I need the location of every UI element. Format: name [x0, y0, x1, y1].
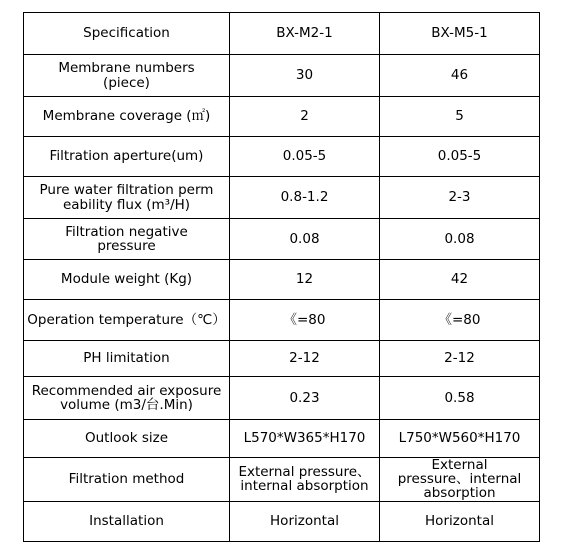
- cell-m5: 0.05-5: [380, 137, 540, 177]
- cell-m5: External pressure、internal absorption: [380, 458, 540, 502]
- table-row: [24, 97, 540, 137]
- cell-m5: 5: [380, 97, 540, 137]
- cell-m5: 《=80: [380, 300, 540, 341]
- cell-m5: 2-12: [380, 341, 540, 377]
- table-row: [24, 420, 540, 458]
- table-row: [24, 219, 540, 260]
- cell-m2: Horizontal: [230, 501, 380, 541]
- row-label: Recommended air exposure volume (m3/台.Min): [24, 377, 230, 420]
- cell-m5: 0.08: [380, 219, 540, 260]
- cell-m2: 30: [230, 55, 380, 97]
- cell-m2: 2-12: [230, 341, 380, 377]
- row-label: Installation: [24, 501, 230, 541]
- cell-m2: 0.08: [230, 219, 380, 260]
- cell-m5: 42: [380, 260, 540, 300]
- table-row: [24, 300, 540, 341]
- row-label: Membrane numbers (piece): [24, 55, 230, 97]
- row-label: Membrane coverage (㎡): [24, 97, 230, 137]
- cell-m2: 0.8-1.2: [230, 177, 380, 219]
- table-row: [24, 341, 540, 377]
- table-row: [24, 377, 540, 420]
- cell-m5: 46: [380, 55, 540, 97]
- row-label: Outlook size: [24, 420, 230, 458]
- row-label: Pure water filtration perm eability flux (m³/H): [24, 177, 230, 219]
- cell-m5: Horizontal: [380, 501, 540, 541]
- cell-m5: 0.58: [380, 377, 540, 420]
- row-label: Filtration method: [24, 458, 230, 502]
- cell-m2: External pressure、 internal absorption: [230, 458, 380, 502]
- table-row-header: [24, 13, 540, 55]
- row-label: PH limitation: [24, 341, 230, 377]
- table-row: [24, 55, 540, 97]
- row-label: Module weight (Kg): [24, 260, 230, 300]
- cell-m2: L570*W365*H170: [230, 420, 380, 458]
- row-label: Filtration negative pressure: [24, 219, 230, 260]
- header-specification: Specification: [24, 13, 230, 55]
- cell-m5: L750*W560*H170: [380, 420, 540, 458]
- table-row: [24, 260, 540, 300]
- header-bx-m5-1: BX-M5-1: [380, 13, 540, 55]
- row-label: Operation temperature（℃）: [24, 300, 230, 341]
- specification-table: [23, 12, 540, 542]
- cell-m2: 2: [230, 97, 380, 137]
- table-row: [24, 501, 540, 541]
- cell-m2: 《=80: [230, 300, 380, 341]
- table-row: [24, 177, 540, 219]
- cell-m2: 0.23: [230, 377, 380, 420]
- table-row: [24, 137, 540, 177]
- header-bx-m2-1: BX-M2-1: [230, 13, 380, 55]
- row-label: Filtration aperture(um): [24, 137, 230, 177]
- cell-m2: 0.05-5: [230, 137, 380, 177]
- cell-m2: 12: [230, 260, 380, 300]
- table-row: [24, 458, 540, 502]
- cell-m5: 2-3: [380, 177, 540, 219]
